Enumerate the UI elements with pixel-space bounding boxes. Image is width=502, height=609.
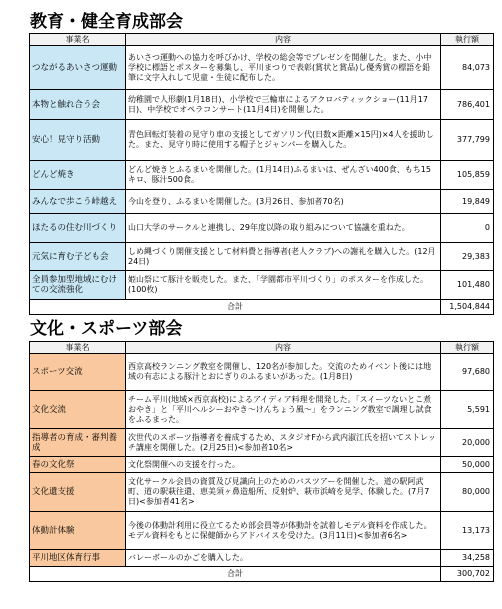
table-row — [30, 90, 494, 120]
table-row — [30, 243, 494, 271]
table-row — [30, 391, 494, 429]
row-amount: 34,258 — [441, 550, 494, 567]
row-name: ほたるの住む川づくり — [30, 214, 126, 243]
row-body: 今後の体動計利用に役立てるため部会員等が体動計を試着しモデル資料を作成した。モデル資料をもとに保健師からアドバイスを受けた。(3月11日)<参加者6名> — [126, 512, 441, 550]
table-row — [30, 354, 494, 391]
header-body: 内容 — [126, 342, 441, 354]
header-amount: 執行額 — [441, 34, 494, 46]
education-table — [29, 33, 494, 315]
total-label: 合計 — [30, 567, 441, 582]
row-amount: 377,799 — [441, 120, 494, 161]
row-body: 今山を登り、ふるまいを開催した。(3月26日、参加者70名) — [126, 190, 441, 214]
row-amount: 786,401 — [441, 90, 494, 120]
total-label: 合計 — [30, 300, 441, 315]
row-name: 文化遺支援 — [30, 473, 126, 512]
header-body: 内容 — [126, 34, 441, 46]
table-row — [30, 190, 494, 214]
row-body: 西京高校ランニング教室を開催し、120名が参加した。交流のためイベント後には地域の有志による豚汁とおにぎりのふるまいがあった。(1月8日) — [126, 354, 441, 391]
row-amount: 50,000 — [441, 457, 494, 473]
row-amount: 20,000 — [441, 429, 494, 457]
row-name: 全員参加型地域にむけての交流強化 — [30, 271, 126, 300]
table-row — [30, 429, 494, 457]
row-name: 文化交流 — [30, 391, 126, 429]
table-row — [30, 512, 494, 550]
total-row — [30, 300, 494, 315]
header-amount: 執行額 — [441, 342, 494, 354]
row-amount: 101,480 — [441, 271, 494, 300]
row-amount: 97,680 — [441, 354, 494, 391]
table-row — [30, 46, 494, 90]
row-body: 幼稚園で人形劇(1月18日)、小学校で三輪車によるアクロバティックショー(11月17日)、中学校でオペラコンサート(11月4日)を開催した。 — [126, 90, 441, 120]
row-body: 次世代のスポーツ指導者を養成するため、スタジオFから武内淑江氏を招いてストレッチ講座を開催した。(2月25日)<参加者10名> — [126, 429, 441, 457]
row-amount: 80,000 — [441, 473, 494, 512]
row-amount: 19,849 — [441, 190, 494, 214]
total-amount: 1,504,844 — [441, 300, 494, 315]
row-body: 文化サークル会員の資質及び見識向上のためのバスツアーを開催した。道の駅阿武町、道の駅萩往還、恵美須ヶ鼻造船所、反射炉、萩市浜崎を見学、体験した。(7月7日)<参加者41名> — [126, 473, 441, 512]
table-row — [30, 161, 494, 190]
row-body: チーム平川(地域×西京高校)によるアイディア料理を開発した。「スイーツないとこ煮おやき」と「平川ヘルシーおやき〜けんちょう風〜」をランニング教室で調理し試食をふるまった。 — [126, 391, 441, 429]
row-amount: 13,173 — [441, 512, 494, 550]
table-row — [30, 457, 494, 473]
education-section-title: 教育・健全育成部会 — [30, 12, 183, 32]
row-name: 本物と触れ合う会 — [30, 90, 126, 120]
table-header-row — [30, 34, 494, 46]
table-row — [30, 550, 494, 567]
row-body: 青色回転灯装着の見守り車の支援としてガソリン代(日数×距離×15円)×4人を援助した。また、見守り時に使用する帽子とジャンパーを購入した。 — [126, 120, 441, 161]
row-amount: 5,591 — [441, 391, 494, 429]
culture-table — [29, 341, 494, 582]
header-name: 事業名 — [30, 342, 126, 354]
total-amount: 300,702 — [441, 567, 494, 582]
row-amount: 84,073 — [441, 46, 494, 90]
row-body: どんど焼きとふるまいを開催した。(1月14日)ふるまいは、ぜんざい400食、もち15キロ、豚汁500食。 — [126, 161, 441, 190]
row-name: みんなで歩こう峠越え — [30, 190, 126, 214]
table-row — [30, 120, 494, 161]
row-body: あいさつ運動への協力を呼びかけ、学校の総会等でプレゼンを開催した。また、小中学校に標語とポスターを募集し、平川まつりで表彰(賞状と賞品)し優秀賞の標語を鉛筆に文字入れして児童・生徒に配布した。 — [126, 46, 441, 90]
row-name: つながるあいさつ運動 — [30, 46, 126, 90]
row-body: しめ縄づくり開催支援として材料費と指導者(老人クラブ)への謝礼を購入した。(12月24日) — [126, 243, 441, 271]
row-body: 山口大学のサークルと連携し、29年度以降の取り組みについて協議を重ねた。 — [126, 214, 441, 243]
row-name: 指導者の育成・審判養成 — [30, 429, 126, 457]
row-name: スポーツ交流 — [30, 354, 126, 391]
row-amount: 105,859 — [441, 161, 494, 190]
row-amount: 29,383 — [441, 243, 494, 271]
table-row — [30, 473, 494, 512]
row-name: 春の文化祭 — [30, 457, 126, 473]
culture-section-title: 文化・スポーツ部会 — [30, 319, 183, 339]
row-body: バレーボールのかごを購入した。 — [126, 550, 441, 567]
row-name: どんど焼き — [30, 161, 126, 190]
table-header-row — [30, 342, 494, 354]
row-name: 体動計体験 — [30, 512, 126, 550]
table-row — [30, 214, 494, 243]
total-row — [30, 567, 494, 582]
row-name: 安心！見守り活動 — [30, 120, 126, 161]
row-body: 文化祭開催への支援を行った。 — [126, 457, 441, 473]
row-name: 元気に育む子ども会 — [30, 243, 126, 271]
row-body: 姫山祭にて豚汁を販売した。また、「学園都市平川づくり」のポスターを作成した。(100枚) — [126, 271, 441, 300]
table-row — [30, 271, 494, 300]
header-name: 事業名 — [30, 34, 126, 46]
row-amount: 0 — [441, 214, 494, 243]
row-name: 平川地区体育行事 — [30, 550, 126, 567]
